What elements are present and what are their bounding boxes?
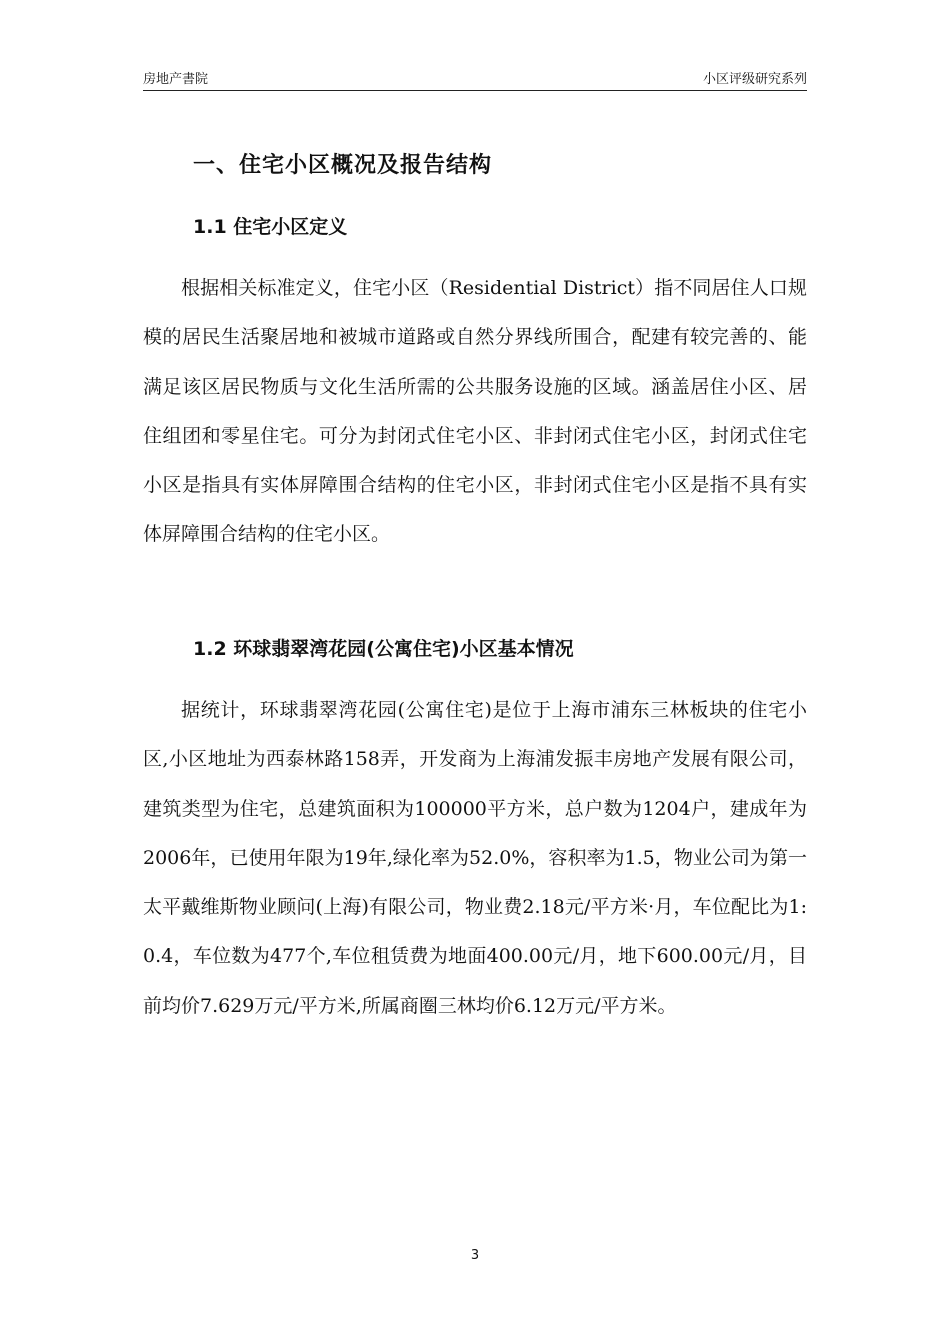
page-header (143, 66, 807, 91)
page-number: 3 (470, 1248, 480, 1263)
subsection-heading-definition: 1.1 住宅小区定义 (193, 216, 348, 238)
section-heading: 一、住宅小区概况及报告结构 (193, 153, 493, 178)
header-publisher: 房地产書院 (143, 72, 209, 87)
basic-info-paragraph: 据统计，环球翡翠湾花园(公寓住宅)是位于上海市浦东三林板块的住宅小区,小区地址为西泰林路158弄，开发商为上海浦发振丰房地产发展有限公司，建筑类型为住宅，总建筑面积为100000平方米，总户数为1204户，建成年为2006年，已使用年限为19年,绿化率为52.0%，容积率为1.5，物业公司为第一太平戴维斯物业顾问(上海)有限公司，物业费2.18元/平方米·月，车位配比为1:0.4，车位数为477个,车位租赁费为地面400.00元/月，地下600.00元/月，目前均价7.629万元/平方米,所属商圈三林均价6.12万元/平方米。 (143, 699, 807, 1017)
definition-paragraph: 根据相关标准定义，住宅小区（Residential District）指不同居住人口规模的居民生活聚居地和被城市道路或自然分界线所围合，配建有较完善的、能满足该区居民物质与文化生活所需的公共服务设施的区域。涵盖居住小区、居住组团和零星住宅。可分为封闭式住宅小区、非封闭式住宅小区，封闭式住宅小区是指具有实体屏障围合结构的住宅小区，非封闭式住宅小区是指不具有实体屏障围合结构的住宅小区。 (143, 277, 807, 546)
header-series-title: 小区评级研究系列 (702, 72, 807, 87)
subsection-heading-basic-info: 1.2 环球翡翠湾花园(公寓住宅)小区基本情况 (193, 638, 574, 660)
